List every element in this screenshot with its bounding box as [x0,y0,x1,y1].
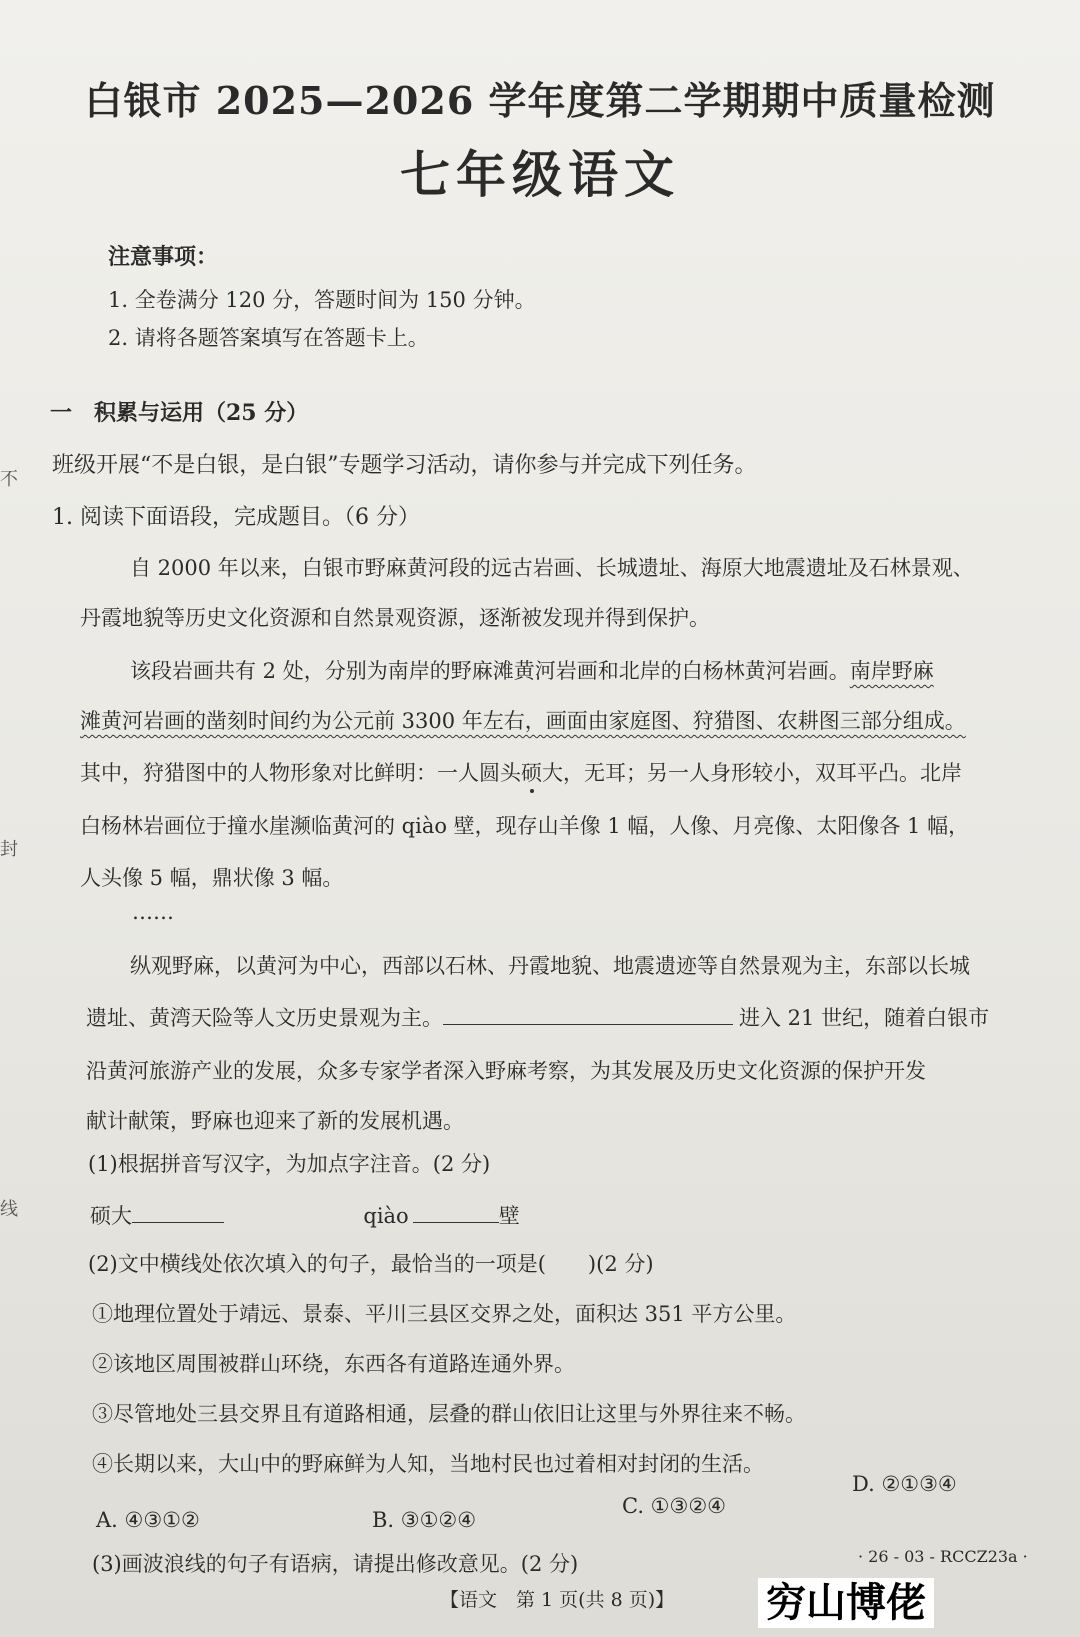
ellipsis: …… [132,900,174,924]
exam-title: 白银市 2025—2026 学年度第二学期期中质量检测 [84,78,996,123]
binding-mark: 封 [0,839,18,860]
section-intro: 班级开展“不是白银，是白银”专题学习活动，请你参与并完成下列任务。 [52,453,757,478]
notice-heading: 注意事项： [108,244,219,270]
sentence-option: ①地理位置处于靖远、景泰、平川三县区交界之处，面积达 351 平方公里。 [92,1302,797,1326]
wavy-sentence: 滩黄河岩画的凿刻时间约为公元前 3300 年左右，画面由家庭图、狩猎图、农耕图三部分组成。 [80,709,966,733]
fill-blank[interactable] [443,1004,733,1025]
binding-mark: 线 [0,1199,18,1220]
choice-c[interactable]: C. ①③②④ [622,1494,726,1518]
passage-line: 白杨林岩画位于撞水崖濒临黄河的 qiào 壁，现存山羊像 1 幅，人像、月亮像、太阳像各 1 幅， [80,814,970,838]
word-label: 壁 [498,1204,520,1228]
sentence-option: ④长期以来，大山中的野麻鲜为人知，当地村民也过着相对封闭的生活。 [92,1452,764,1476]
answer-row [90,1200,520,1230]
page-footer: 【语文 第 1 页(共 8 页)】 [440,1589,675,1611]
notice-item: 2. 请将各题答案填写在答题卡上。 [108,326,429,350]
passage-line: 丹霞地貌等历史文化资源和自然景观资源，逐渐被发现并得到保护。 [80,606,710,630]
binding-mark: 不 [0,469,18,490]
choice-d[interactable]: D. ②①③④ [852,1472,957,1496]
question-1-2: (2)文中横线处依次填入的句子，最恰当的一项是( )(2 分) [88,1252,654,1276]
passage-line [80,705,966,735]
passage-line: 沿黄河旅游产业的发展，众多专家学者深入野麻考察，为其发展及历史文化资源的保护开发 [86,1059,926,1083]
passage-text: 其中，狩猎图中的人物形象对比鲜明：一人圆头 [80,761,521,785]
passage-text: 进入 21 世纪，随着白银市 [739,1006,990,1030]
pinyin-label: qiào [363,1204,409,1228]
section-title: 一 积累与运用（25 分） [50,400,309,426]
passage-line [86,1002,989,1032]
passage-line: 纵观野麻，以黄河为中心，西部以石林、丹霞地貌、地震遗迹等自然景观为主，东部以长城 [130,954,970,978]
word-label: 硕大 [90,1204,132,1228]
answer-blank[interactable] [413,1202,499,1223]
sentence-option: ②该地区周围被群山环绕，东西各有道路连通外界。 [92,1352,575,1376]
question-1-3: (3)画波浪线的句子有语病，请提出修改意见。(2 分) [92,1552,579,1576]
question-1-title: 1. 阅读下面语段，完成题目。（6 分） [52,505,420,530]
passage-text: 遗址、黄湾天险等人文历史景观为主。 [86,1006,443,1030]
subject-title: 七年级语文 [400,145,680,204]
passage-line: 自 2000 年以来，白银市野麻黄河段的远古岩画、长城遗址、海原大地震遗址及石林景观、 [130,556,974,580]
passage-text: 该段岩画共有 2 处，分别为南岸的野麻滩黄河岩画和北岸的白杨林黄河岩画。 [130,659,850,683]
passage-text: 大，无耳；另一人身形较小，双耳平凸。北岸 [542,761,962,785]
wavy-sentence: 南岸野麻 [849,659,934,683]
passage-line: 献计献策，野麻也迎来了新的发展机遇。 [86,1109,464,1133]
passage-line [80,757,962,787]
question-1-1: (1)根据拼音写汉字，为加点字注音。(2 分) [88,1152,491,1176]
paper-code: · 26 - 03 - RCCZ23a · [858,1547,1028,1566]
watermark: 穷山博佬 [758,1578,934,1628]
passage-line [130,655,934,685]
passage-line: 人头像 5 幅，鼎状像 3 幅。 [80,866,344,890]
choice-a[interactable]: A. ④③①② [96,1508,200,1532]
choice-b[interactable]: B. ③①②④ [372,1508,477,1532]
notice-item: 1. 全卷满分 120 分，答题时间为 150 分钟。 [108,288,536,312]
dotted-char: 硕 [521,761,542,785]
sentence-option: ③尽管地处三县交界且有道路相通，层叠的群山依旧让这里与外界往来不畅。 [92,1402,806,1426]
answer-blank[interactable] [132,1202,224,1223]
